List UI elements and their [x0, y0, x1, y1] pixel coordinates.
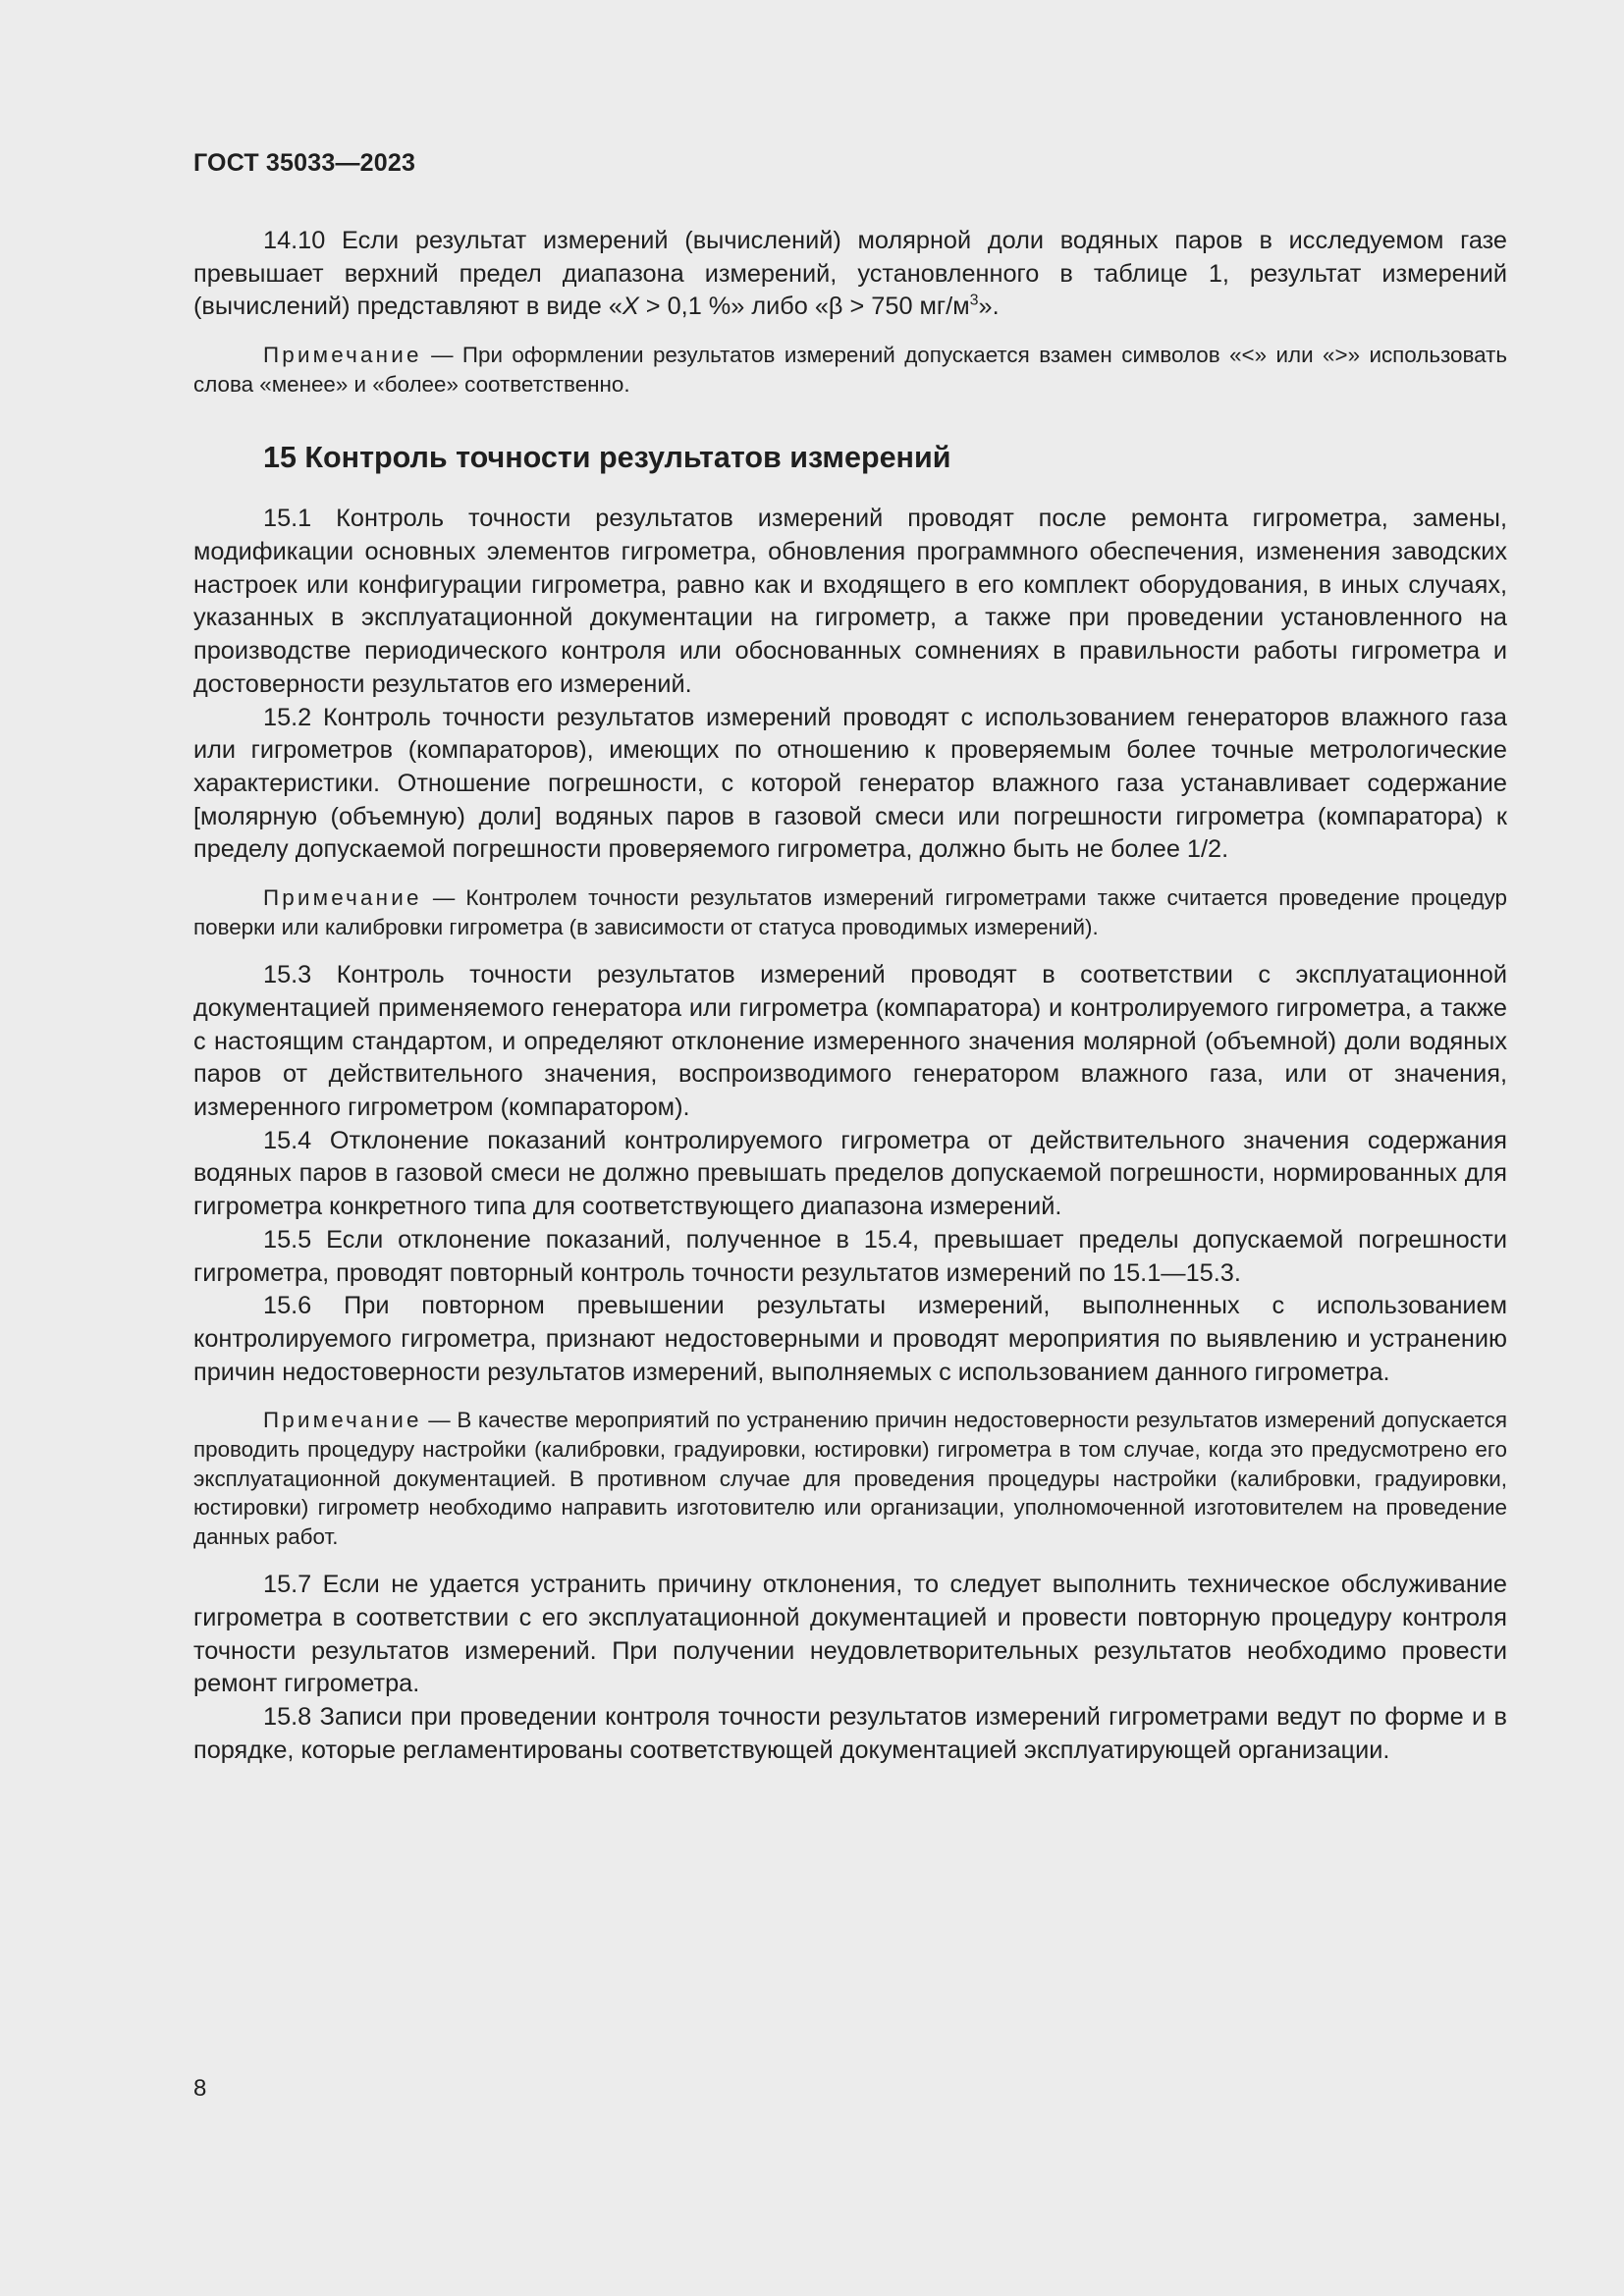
paragraph-text: > 0,1 %» либо «β > 750 мг/м: [638, 293, 970, 321]
paragraph-text: Если отклонение показаний, полученное в 15.4, превышает пределы допускаемой погрешности гигрометра, проводят повторный контроль точности результатов измерений по 15.1—15.3.: [193, 1225, 1508, 1287]
paragraph-number: 15.6: [263, 1292, 312, 1320]
section-heading: 15 Контроль точности результатов измерений: [263, 441, 951, 475]
page-number: 8: [193, 2075, 207, 2102]
paragraph-number: 15.5: [263, 1225, 312, 1254]
paragraph-text: Контроль точности результатов измерений проводят в соответствии с эксплуатационной документацией применяемого генератора или гигрометра (компаратора) и контролируемого гигрометра, а также с настоящим стандартом, и определяют отклонение измеренного значения молярной (объемной) доли водяных паров от действительного значения, воспроизводимого генератором влажного газа, или от значения, измеренного гигрометром (компаратором).: [193, 961, 1508, 1122]
note-label: Примечание: [263, 885, 422, 911]
note-1: [193, 341, 1507, 399]
paragraph-15-5: [193, 1224, 1507, 1290]
note-text: — Контролем точности результатов измерений гигрометрами также считается проведение процедур поверки или калибровки гигрометра (в зависимости от статуса проводимых измерений).: [193, 885, 1507, 939]
paragraph-text: Отклонение показаний контролируемого гигрометра от действительного значения содержания водяных паров в газовой смеси не должно превышать пределов допускаемой погрешности, нормированных для гигрометра конкретного типа для соответствующего диапазона измерений.: [193, 1126, 1507, 1221]
document-page: [193, 0, 1507, 2296]
note-2: [193, 883, 1507, 941]
note-text: — В качестве мероприятий по устранению причин недостоверности результатов измерений допускается проводить процедуру настройки (калибровки, градуировки, юстировки) гигрометра в том случае, когда это предусмотрено его эксплуатационной документацией. В противном случае для проведения процедуры настройки (калибровки, градуировки, юстировки) гигрометр необходимо направить изготовителю или организации, уполномоченной изготовителем на проведение данных работ.: [193, 1408, 1507, 1549]
paragraph-15-6: [193, 1290, 1507, 1389]
note-label: Примечание: [263, 343, 422, 368]
paragraph-text: Записи при проведении контроля точности результатов измерений гигрометрами ведут по форме и в порядке, которые регламентированы соответствующей документацией эксплуатирующей организации.: [193, 1703, 1507, 1764]
document-body: [193, 225, 1507, 1768]
paragraph-text: Если результат измерений (вычислений) молярной доли водяных паров в исследуемом газе превышает верхний предел диапазона измерений, установленного в таблице 1, результат измерений (вычислений) представляют в виде «: [193, 227, 1507, 321]
paragraph-15-7: [193, 1569, 1507, 1701]
paragraph-text: Контроль точности результатов измерений проводят после ремонта гигрометра, замены, модификации основных элементов гигрометра, обновления программного обеспечения, изменения заводских настроек или конфигурации гигрометра, равно как и входящего в его комплект оборудования, в иных случаях, указанных в эксплуатационной документации на гигрометр, а также при проведении установленного на производстве периодического контроля или обоснованных сомнениях в правильности работы гигрометра и достоверности результатов его измерений.: [193, 505, 1507, 698]
paragraph-number: 15.1: [263, 505, 312, 533]
superscript: 3: [969, 292, 979, 309]
paragraph-15-4: [193, 1125, 1507, 1224]
paragraph-number: 15.7: [263, 1571, 312, 1599]
paragraph-14-10: [193, 225, 1507, 324]
variable-x: X: [622, 293, 639, 321]
paragraph-number: 15.2: [263, 703, 312, 731]
paragraph-text: Контроль точности результатов измерений проводят с использованием генераторов влажного газа или гигрометров (компараторов), имеющих по отношению к проверяемым более точные метрологические характеристики. Отношение погрешности, с которой генератор влажного газа устанавливает содержание [молярную (объемную) доли] водяных паров в газовой смеси или погрешности гигрометра (компаратора) к пределу допускаемой погрешности проверяемого гигрометра, должно быть не более 1/2.: [193, 703, 1508, 864]
document-header: ГОСТ 35033—2023: [193, 149, 416, 177]
note-label: Примечание: [263, 1408, 422, 1433]
note-text: — При оформлении результатов измерений допускается взамен символов «<» или «>» использовать слова «менее» и «более» соответственно.: [193, 343, 1507, 397]
paragraph-15-8: [193, 1701, 1507, 1767]
paragraph-15-1: [193, 503, 1507, 701]
paragraph-15-2: [193, 702, 1507, 868]
paragraph-number: 14.10: [263, 227, 326, 254]
paragraph-text: При повторном превышении результаты измерений, выполненных с использованием контролируемого гигрометра, признают недостоверными и проводят мероприятия по выявлению и устранению причин недостоверности результатов измерений, выполняемых с использованием данного гигрометра.: [193, 1292, 1508, 1386]
paragraph-number: 15.8: [263, 1703, 312, 1732]
paragraph-number: 15.4: [263, 1126, 312, 1154]
paragraph-text: ».: [978, 293, 1000, 321]
paragraph-15-3: [193, 959, 1507, 1125]
paragraph-number: 15.3: [263, 961, 312, 989]
paragraph-text: Если не удается устранить причину отклонения, то следует выполнить техническое обслуживание гигрометра в соответствии с его эксплуатационной документацией и провести повторную процедуру контроля точности результатов измерений. При получении неудовлетворительных результатов необходимо провести ремонт гигрометра.: [193, 1571, 1507, 1698]
note-3: [193, 1406, 1507, 1551]
